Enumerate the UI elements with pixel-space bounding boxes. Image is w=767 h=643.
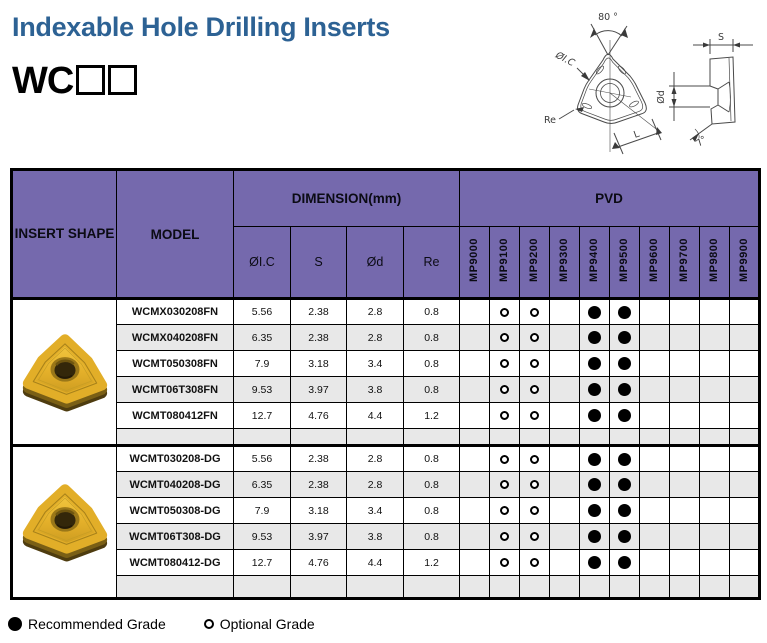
table-row: [12, 377, 760, 403]
header-grade-mp9100: [490, 227, 520, 299]
model-cell: WCMT030208-DG: [117, 446, 234, 472]
empty-grade-cell: [640, 524, 670, 550]
optional-grade-cell: [490, 325, 520, 351]
optional-grade-cell: [520, 550, 550, 576]
separator-cell: [550, 429, 580, 446]
dimension-cell: 6.35: [234, 325, 291, 351]
separator-cell: [347, 576, 404, 599]
label-thickness: S: [717, 32, 725, 43]
header-model: MODEL: [117, 170, 234, 299]
empty-grade-cell: [640, 325, 670, 351]
recommended-grade-cell: [610, 472, 640, 498]
optional-grade-cell: [490, 498, 520, 524]
recommended-dot-icon: [618, 478, 631, 491]
empty-grade-cell: [700, 325, 730, 351]
optional-dot-icon: [530, 506, 539, 515]
table-row: [12, 325, 760, 351]
empty-grade-cell: [550, 299, 580, 325]
recommended-grade-cell: [610, 299, 640, 325]
model-cell: WCMT050308-DG: [117, 498, 234, 524]
empty-grade-cell: [460, 325, 490, 351]
separator-cell: [610, 576, 640, 599]
dimension-cell: 4.4: [347, 550, 404, 576]
separator-cell: [580, 576, 610, 599]
model-cell: WCMT040208-DG: [117, 472, 234, 498]
recommended-grade-cell: [580, 550, 610, 576]
optional-grade-cell: [520, 403, 550, 429]
label-edge-length: L: [632, 128, 642, 141]
page-title: Indexable Hole Drilling Inserts: [12, 12, 390, 42]
optional-grade-cell: [490, 299, 520, 325]
optional-dot-icon: [530, 480, 539, 489]
model-cell: WCMX030208FN: [117, 299, 234, 325]
header-grade-mp9000: [460, 227, 490, 299]
grade-label: MP9500: [618, 237, 631, 282]
legend-optional: [204, 616, 315, 632]
grade-label: MP9800: [708, 237, 721, 282]
dimension-cell: 2.8: [347, 325, 404, 351]
empty-grade-cell: [640, 446, 670, 472]
recommended-dot-icon: [618, 383, 631, 396]
empty-grade-cell: [460, 498, 490, 524]
empty-grade-cell: [730, 472, 760, 498]
optional-grade-cell: [520, 351, 550, 377]
dimension-cell: 0.8: [404, 377, 460, 403]
header-dim-s: S: [291, 227, 347, 299]
recommended-dot-icon: [588, 478, 601, 491]
empty-grade-cell: [730, 351, 760, 377]
dimension-cell: 0.8: [404, 325, 460, 351]
grade-label: MP9700: [678, 237, 691, 282]
dimension-cell: 2.8: [347, 472, 404, 498]
empty-grade-cell: [730, 377, 760, 403]
dimension-cell: 6.35: [234, 472, 291, 498]
separator-cell: [700, 429, 730, 446]
separator-row: [12, 429, 760, 446]
recommended-dot-icon: [618, 530, 631, 543]
recommended-dot-icon: [618, 453, 631, 466]
table-row: [12, 550, 760, 576]
recommended-grade-cell: [580, 377, 610, 403]
optional-dot-icon: [500, 359, 509, 368]
separator-cell: [347, 429, 404, 446]
optional-dot-icon: [500, 333, 509, 342]
insert-photo: [16, 329, 114, 415]
separator-cell: [520, 429, 550, 446]
grade-label: MP9300: [558, 237, 571, 282]
dimension-cell: 3.8: [347, 377, 404, 403]
recommended-grade-cell: [580, 325, 610, 351]
empty-grade-cell: [670, 377, 700, 403]
separator-cell: [117, 576, 234, 599]
empty-grade-cell: [700, 377, 730, 403]
optional-grade-cell: [490, 403, 520, 429]
empty-grade-cell: [460, 377, 490, 403]
separator-cell: [291, 576, 347, 599]
empty-grade-cell: [730, 446, 760, 472]
empty-grade-cell: [550, 498, 580, 524]
optional-dot-icon: [500, 308, 509, 317]
header-grade-mp9400: [580, 227, 610, 299]
legend-recommended: [8, 616, 166, 632]
grade-label: MP9000: [468, 237, 481, 282]
empty-grade-cell: [700, 524, 730, 550]
recommended-dot-icon: [588, 383, 601, 396]
empty-grade-cell: [700, 403, 730, 429]
dimension-cell: 2.38: [291, 472, 347, 498]
empty-grade-cell: [730, 524, 760, 550]
recommended-dot-icon: [588, 331, 601, 344]
empty-grade-cell: [640, 498, 670, 524]
recommended-grade-cell: [610, 550, 640, 576]
recommended-grade-cell: [610, 446, 640, 472]
recommended-grade-cell: [580, 299, 610, 325]
separator-cell: [580, 429, 610, 446]
separator-cell: [234, 576, 291, 599]
empty-grade-cell: [670, 472, 700, 498]
dimension-cell: 0.8: [404, 299, 460, 325]
recommended-dot-icon: [588, 453, 601, 466]
optional-dot-icon: [530, 558, 539, 567]
grade-label: MP9200: [528, 237, 541, 282]
dimension-cell: 3.97: [291, 524, 347, 550]
insert-technical-drawing: [543, 2, 765, 160]
separator-cell: [520, 576, 550, 599]
model-cell: WCMX040208FN: [117, 325, 234, 351]
recommended-dot-icon: [588, 530, 601, 543]
optional-dot-icon: [530, 308, 539, 317]
dimension-cell: 12.7: [234, 403, 291, 429]
optional-dot-icon: [530, 411, 539, 420]
legend-recommended-label: Recommended Grade: [28, 616, 166, 632]
dimension-cell: 9.53: [234, 377, 291, 403]
dimension-cell: 2.38: [291, 299, 347, 325]
header-grade-mp9300: [550, 227, 580, 299]
optional-dot-icon: [204, 619, 214, 629]
insert-group-2: [12, 446, 760, 599]
recommended-dot-icon: [618, 357, 631, 370]
empty-grade-cell: [550, 472, 580, 498]
empty-grade-cell: [670, 446, 700, 472]
empty-grade-cell: [550, 524, 580, 550]
dimension-cell: 0.8: [404, 446, 460, 472]
recommended-dot-icon: [618, 331, 631, 344]
optional-grade-cell: [520, 524, 550, 550]
optional-grade-cell: [520, 498, 550, 524]
recommended-grade-cell: [580, 498, 610, 524]
dimension-cell: 4.4: [347, 403, 404, 429]
dimension-cell: 1.2: [404, 403, 460, 429]
separator-cell: [610, 429, 640, 446]
grade-label: MP9600: [648, 237, 661, 282]
label-inscribed-circle: ØI.C: [553, 49, 577, 70]
recommended-dot-icon: [618, 556, 631, 569]
separator-cell: [550, 576, 580, 599]
recommended-dot-icon: [618, 409, 631, 422]
insert-group-1: [12, 299, 760, 446]
empty-grade-cell: [460, 472, 490, 498]
dimension-cell: 2.38: [291, 325, 347, 351]
header-grade-mp9600: [640, 227, 670, 299]
empty-grade-cell: [730, 403, 760, 429]
optional-dot-icon: [500, 480, 509, 489]
optional-grade-cell: [520, 472, 550, 498]
separator-cell: [404, 576, 460, 599]
label-hole-diameter: Ød: [656, 90, 667, 104]
optional-dot-icon: [530, 532, 539, 541]
empty-grade-cell: [670, 325, 700, 351]
label-point-angle: 80 °: [598, 12, 618, 23]
empty-grade-cell: [670, 351, 700, 377]
optional-dot-icon: [500, 506, 509, 515]
empty-grade-cell: [550, 446, 580, 472]
recommended-grade-cell: [610, 524, 640, 550]
insert-shape-image-cell: [12, 299, 117, 446]
header-dim-ic: ØI.C: [234, 227, 291, 299]
optional-grade-cell: [490, 524, 520, 550]
optional-dot-icon: [500, 558, 509, 567]
grade-label: MP9100: [498, 237, 511, 282]
table-row: [12, 299, 760, 325]
dimension-cell: 2.8: [347, 446, 404, 472]
table-row: [12, 472, 760, 498]
dimension-cell: 0.8: [404, 351, 460, 377]
recommended-grade-cell: [580, 472, 610, 498]
model-cell: WCMT080412-DG: [117, 550, 234, 576]
empty-grade-cell: [700, 472, 730, 498]
separator-cell: [490, 576, 520, 599]
dimension-cell: 3.18: [291, 498, 347, 524]
empty-grade-cell: [640, 472, 670, 498]
optional-grade-cell: [520, 446, 550, 472]
empty-grade-cell: [670, 524, 700, 550]
separator-cell: [700, 576, 730, 599]
separator-cell: [490, 429, 520, 446]
dimension-cell: 4.76: [291, 403, 347, 429]
dimension-cell: 7.9: [234, 498, 291, 524]
header-dim-d: Ød: [347, 227, 404, 299]
dimension-cell: 0.8: [404, 524, 460, 550]
recommended-grade-cell: [580, 446, 610, 472]
optional-dot-icon: [500, 532, 509, 541]
separator-cell: [640, 576, 670, 599]
header-grade-mp9800: [700, 227, 730, 299]
empty-grade-cell: [730, 550, 760, 576]
separator-cell: [670, 429, 700, 446]
separator-cell: [730, 576, 760, 599]
empty-grade-cell: [460, 524, 490, 550]
table-row: [12, 446, 760, 472]
dimension-cell: 3.4: [347, 351, 404, 377]
optional-dot-icon: [530, 455, 539, 464]
empty-grade-cell: [700, 498, 730, 524]
dimension-cell: 5.56: [234, 446, 291, 472]
optional-grade-cell: [490, 351, 520, 377]
header-dimension: DIMENSION(mm): [234, 170, 460, 227]
separator-row: [12, 576, 760, 599]
header-grade-mp9900: [730, 227, 760, 299]
separator-cell: [291, 429, 347, 446]
designation-box-2: [108, 65, 137, 95]
recommended-grade-cell: [580, 524, 610, 550]
dimension-cell: 12.7: [234, 550, 291, 576]
insert-shape-image-cell: [12, 446, 117, 599]
optional-dot-icon: [530, 385, 539, 394]
dimension-cell: 2.8: [347, 299, 404, 325]
empty-grade-cell: [700, 299, 730, 325]
empty-grade-cell: [460, 299, 490, 325]
optional-dot-icon: [500, 411, 509, 420]
optional-dot-icon: [500, 385, 509, 394]
header-grade-mp9500: [610, 227, 640, 299]
recommended-dot-icon: [588, 556, 601, 569]
recommended-dot-icon: [618, 504, 631, 517]
empty-grade-cell: [700, 550, 730, 576]
separator-cell: [404, 429, 460, 446]
recommended-dot-icon: [588, 504, 601, 517]
model-cell: WCMT050308FN: [117, 351, 234, 377]
model-cell: WCMT080412FN: [117, 403, 234, 429]
empty-grade-cell: [640, 299, 670, 325]
dimension-cell: 3.18: [291, 351, 347, 377]
optional-grade-cell: [490, 377, 520, 403]
label-corner-radius: Re: [544, 115, 557, 126]
header-pvd: PVD: [460, 170, 760, 227]
optional-grade-cell: [520, 377, 550, 403]
header-grade-mp9700: [670, 227, 700, 299]
recommended-dot-icon: [588, 306, 601, 319]
dimension-cell: 0.8: [404, 472, 460, 498]
recommended-grade-cell: [610, 377, 640, 403]
insert-spec-table: [10, 168, 761, 600]
grade-label: MP9900: [737, 237, 750, 282]
separator-cell: [730, 429, 760, 446]
recommended-grade-cell: [610, 351, 640, 377]
separator-cell: [670, 576, 700, 599]
optional-grade-cell: [490, 472, 520, 498]
dimension-cell: 7.9: [234, 351, 291, 377]
header-insert-shape: INSERT SHAPE: [12, 170, 117, 299]
label-clearance-angle: 7°: [694, 134, 710, 150]
empty-grade-cell: [640, 377, 670, 403]
designation-prefix: WC: [12, 60, 74, 102]
optional-grade-cell: [520, 325, 550, 351]
empty-grade-cell: [550, 351, 580, 377]
recommended-dot-icon: [588, 357, 601, 370]
designation-box-1: [76, 65, 105, 95]
separator-cell: [640, 429, 670, 446]
empty-grade-cell: [700, 446, 730, 472]
recommended-grade-cell: [580, 351, 610, 377]
empty-grade-cell: [640, 403, 670, 429]
optional-grade-cell: [490, 446, 520, 472]
dimension-cell: 3.8: [347, 524, 404, 550]
empty-grade-cell: [640, 351, 670, 377]
separator-cell: [117, 429, 234, 446]
dimension-cell: 9.53: [234, 524, 291, 550]
insert-photo: [16, 479, 114, 565]
empty-grade-cell: [670, 550, 700, 576]
optional-dot-icon: [500, 455, 509, 464]
dimension-cell: 3.4: [347, 498, 404, 524]
header-grade-mp9200: [520, 227, 550, 299]
empty-grade-cell: [550, 377, 580, 403]
empty-grade-cell: [670, 403, 700, 429]
empty-grade-cell: [550, 403, 580, 429]
dimension-cell: 1.2: [404, 550, 460, 576]
empty-grade-cell: [700, 351, 730, 377]
legend-optional-label: Optional Grade: [219, 616, 315, 632]
table-header: [12, 170, 760, 299]
recommended-grade-cell: [610, 325, 640, 351]
dimension-cell: 3.97: [291, 377, 347, 403]
table-row: [12, 498, 760, 524]
separator-cell: [234, 429, 291, 446]
optional-dot-icon: [530, 333, 539, 342]
dimension-cell: 4.76: [291, 550, 347, 576]
separator-cell: [460, 576, 490, 599]
table-row: [12, 524, 760, 550]
recommended-dot-icon: [618, 306, 631, 319]
recommended-dot-icon: [8, 617, 22, 631]
dimension-cell: 5.56: [234, 299, 291, 325]
model-cell: WCMT06T308FN: [117, 377, 234, 403]
empty-grade-cell: [460, 550, 490, 576]
empty-grade-cell: [670, 498, 700, 524]
empty-grade-cell: [640, 550, 670, 576]
recommended-grade-cell: [610, 403, 640, 429]
grade-label: MP9400: [588, 237, 601, 282]
recommended-grade-cell: [580, 403, 610, 429]
empty-grade-cell: [730, 299, 760, 325]
dimension-cell: 0.8: [404, 498, 460, 524]
designation-code: [12, 62, 137, 100]
empty-grade-cell: [670, 299, 700, 325]
separator-cell: [460, 429, 490, 446]
recommended-dot-icon: [588, 409, 601, 422]
empty-grade-cell: [730, 498, 760, 524]
empty-grade-cell: [550, 325, 580, 351]
empty-grade-cell: [460, 403, 490, 429]
empty-grade-cell: [460, 446, 490, 472]
table-row: [12, 403, 760, 429]
optional-grade-cell: [490, 550, 520, 576]
empty-grade-cell: [550, 550, 580, 576]
empty-grade-cell: [730, 325, 760, 351]
model-cell: WCMT06T308-DG: [117, 524, 234, 550]
recommended-grade-cell: [610, 498, 640, 524]
dimension-cell: 2.38: [291, 446, 347, 472]
optional-dot-icon: [530, 359, 539, 368]
empty-grade-cell: [460, 351, 490, 377]
header-dim-re: Re: [404, 227, 460, 299]
table-row: [12, 351, 760, 377]
optional-grade-cell: [520, 299, 550, 325]
grade-legend: [8, 616, 315, 632]
